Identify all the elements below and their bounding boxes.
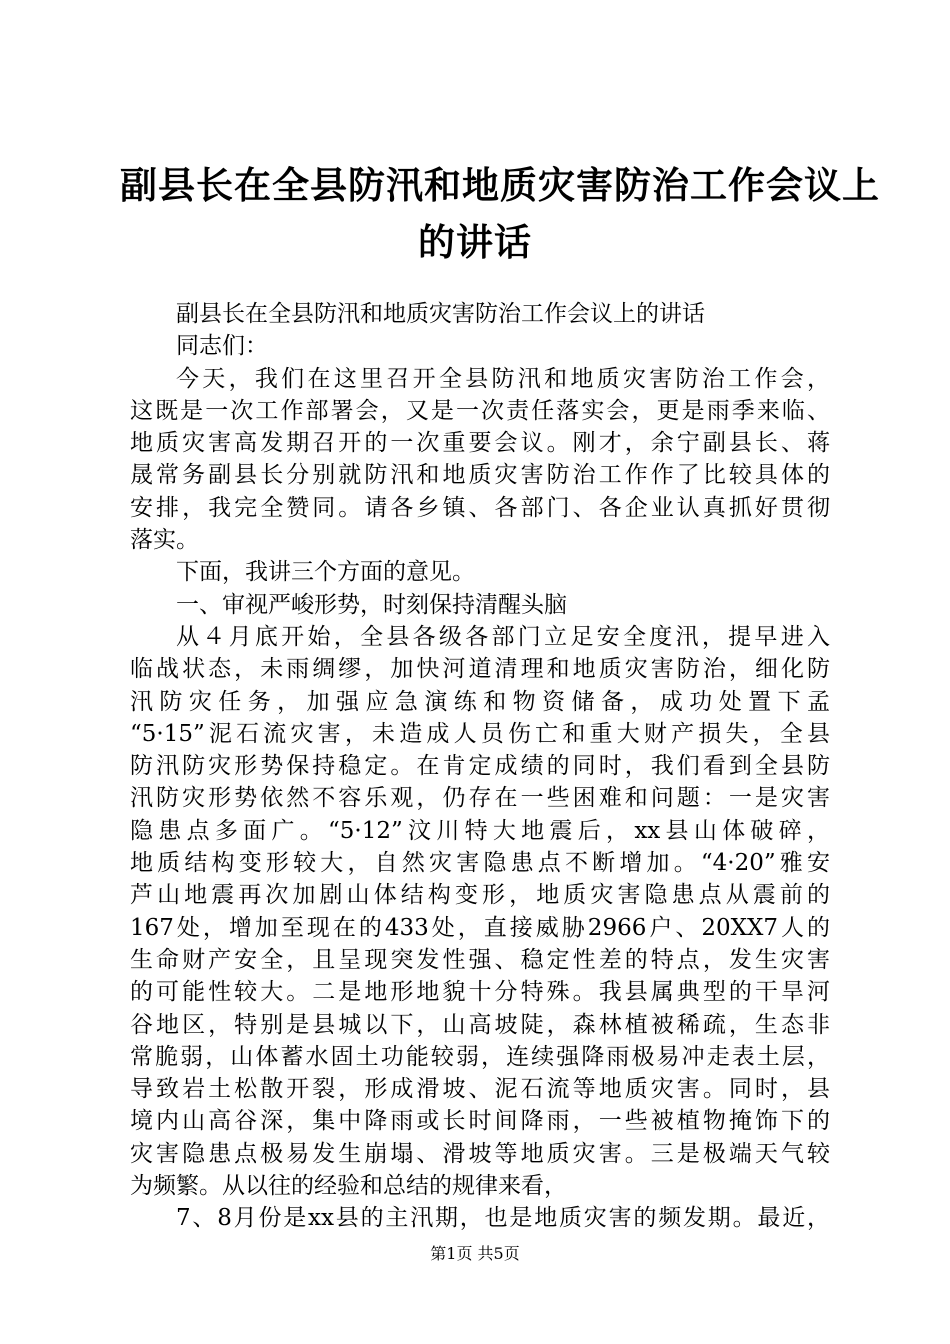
body-line: 导致岩土松散开裂，形成滑坡、泥石流等地质灾害。同时，县 <box>130 1076 830 1103</box>
body-line: “5·15”泥石流灾害，未造成人员伤亡和重大财产损失，全县 <box>130 720 830 747</box>
body-line: 生命财产安全，且呈现突发性强、稳定性差的特点，发生灾害 <box>130 946 830 973</box>
body-line: 汛防灾任务，加强应急演练和物资储备，成功处置下孟 <box>130 688 830 715</box>
page-number-footer: 第1页 共5页 <box>430 1244 520 1263</box>
body-line: 167处，增加至现在的433处，直接威胁2966户、20XX7人的 <box>130 914 830 941</box>
document-title-line-1: 副县长在全县防汛和地质灾害防治工作会议上 <box>120 163 880 207</box>
body-line: 隐患点多面广。“5·12”汶川特大地震后，xx县山体破碎， <box>130 817 830 844</box>
body-line: 境内山高谷深，集中降雨或长时间降雨，一些被植物掩饰下的 <box>130 1108 830 1135</box>
document-title-line-2: 的讲话 <box>418 220 532 264</box>
body-line: 芦山地震再次加剧山体结构变形，地质灾害隐患点从震前的 <box>130 882 830 909</box>
document-body <box>130 298 830 1235</box>
body-line: 7、8月份是xx县的主汛期，也是地质灾害的频发期。最近， <box>176 1205 830 1232</box>
body-line: 副县长在全县防汛和地质灾害防治工作会议上的讲话 <box>176 301 705 327</box>
body-line: 常脆弱，山体蓄水固土功能较弱，连续强降雨极易冲走表土层， <box>130 1043 830 1070</box>
section-heading: 一、审视严峻形势，时刻保持清醒头脑 <box>176 591 567 618</box>
body-line: 下面，我讲三个方面的意见。 <box>176 559 475 586</box>
body-line: 防汛防灾形势保持稳定。在肯定成绩的同时，我们看到全县防 <box>130 753 830 780</box>
body-line: 落实。 <box>130 527 199 554</box>
body-line: 地质灾害高发期召开的一次重要会议。刚才，余宁副县长、蒋 <box>130 430 830 457</box>
body-line: 这既是一次工作部署会，又是一次责任落实会，更是雨季来临、 <box>130 397 830 424</box>
body-line: 从４月底开始，全县各级各部门立足安全度汛，提早进入 <box>176 623 830 650</box>
body-line: 今天，我们在这里召开全县防汛和地质灾害防治工作会， <box>176 365 830 392</box>
body-line: 的可能性较大。二是地形地貌十分特殊。我县属典型的干旱河 <box>130 979 830 1006</box>
body-line: 晟常务副县长分别就防汛和地质灾害防治工作作了比较具体的 <box>130 462 830 489</box>
body-line: 地质结构变形较大，自然灾害隐患点不断增加。“4·20”雅安 <box>130 850 830 877</box>
body-line: 临战状态，未雨绸缪，加快河道清理和地质灾害防治，细化防 <box>130 656 830 683</box>
body-line: 同志们： <box>176 333 268 360</box>
body-line: 为频繁。从以往的经验和总结的规律来看， <box>130 1173 567 1200</box>
body-line: 谷地区，特别是县城以下，山高坡陡，森林植被稀疏，生态非 <box>130 1011 830 1038</box>
body-line: 安排，我完全赞同。请各乡镇、各部门、各企业认真抓好贯彻 <box>130 494 830 521</box>
body-line: 灾害隐患点极易发生崩塌、滑坡等地质灾害。三是极端天气较 <box>130 1140 830 1167</box>
body-line: 汛防灾形势依然不容乐观，仍存在一些困难和问题：一是灾害 <box>130 785 830 812</box>
